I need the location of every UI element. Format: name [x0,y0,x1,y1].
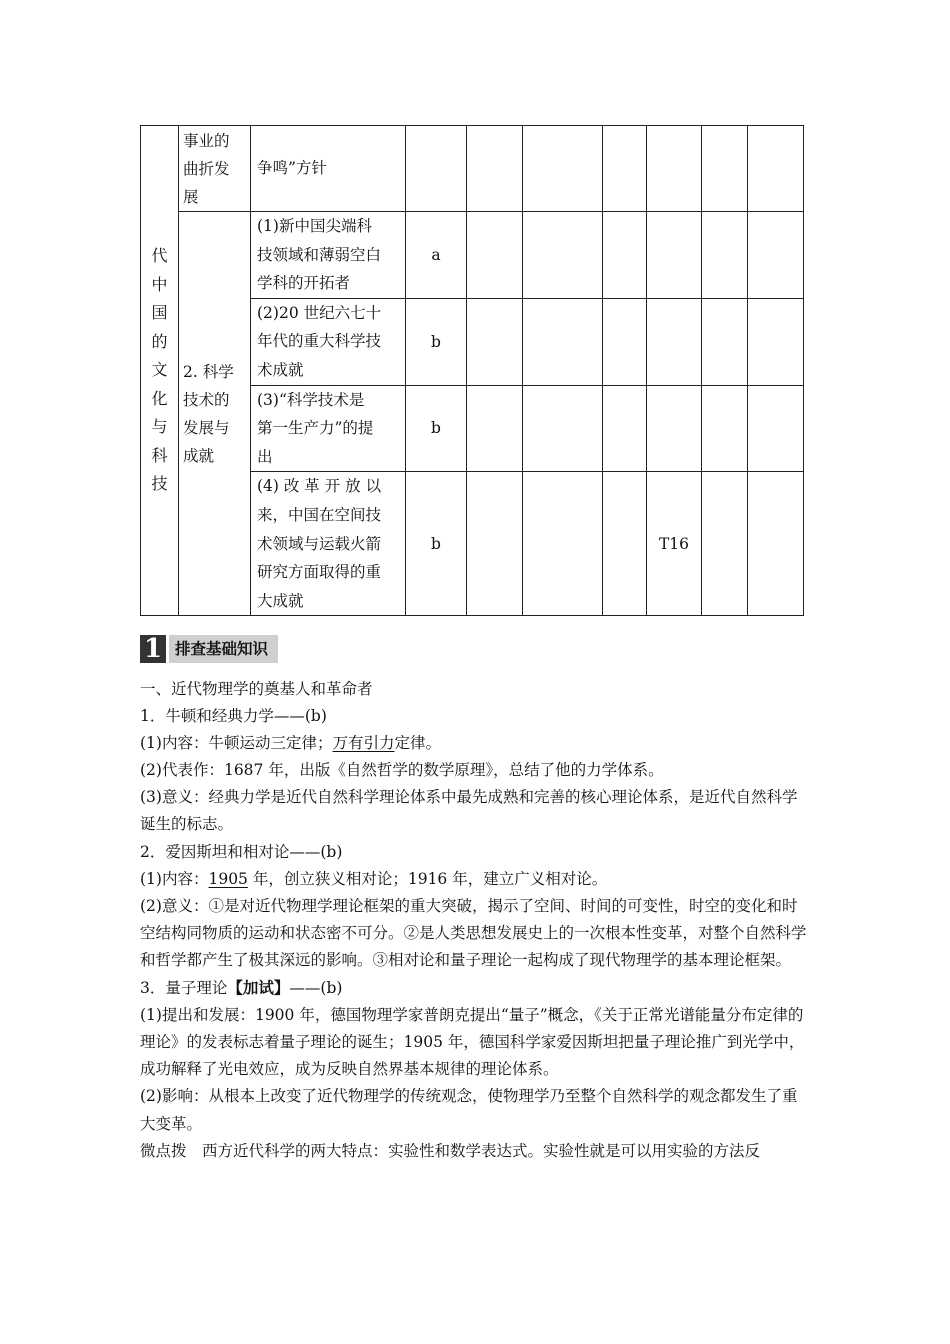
table-row [141,212,804,299]
requirement-level: a [406,212,467,299]
subtopic-cell: 事业的 曲折发 展 [179,126,251,212]
blank-answer: 万有引力 [332,734,395,753]
topic-vertical-cell: 代 中 国 的 文 化 与 科 技 [141,126,179,616]
knowledge-content [140,676,812,1165]
requirement-level: b [406,385,467,472]
exam-question-mark: T16 [647,472,702,616]
paragraph: (2)代表作：1687 年，出版《自然哲学的数学原理》，总结了他的力学体系。 [140,761,664,780]
paragraph: (1)内容：1905 年，创立狭义相对论；1916 年，建立广义相对论。 [140,869,608,888]
knowledge-point-cell: (3)“科学技术是 第一生产力”的提 出 [251,385,406,472]
exam-outline-table [140,125,804,616]
requirement-level: b [406,298,467,385]
section-title: 排查基础知识 [169,635,278,663]
tip-paragraph: 微点拨 西方近代科学的两大特点：实验性和数学表达式。实验性就是可以用实验的方法反 [140,1141,761,1160]
knowledge-point-cell: 争鸣”方针 [251,126,406,212]
paragraph: (2)意义：①是对近代物理学理论框架的重大突破，揭示了空间、时间的可变性，时空的变化和时空结构同物质的运动和状态密不可分。②是人类思想发展史上的一次根本性变革，对整个自然科学和哲学都产生了极其深远的影响。③相对论和量子理论一起构成了现代物理学的基本理论框架。 [140,896,807,969]
section-number: 1 [140,635,166,663]
table-row [141,126,804,212]
advanced-tag: 【加试】 [227,978,290,998]
blank-answer: 1905 [208,869,248,888]
paragraph: (1)内容：牛顿运动三定律；万有引力定律。 [140,734,441,753]
subheading: 1．牛顿和经典力学——(b) [140,707,327,726]
knowledge-point-cell: (1)新中国尖端科 技领域和薄弱空白 学科的开拓者 [251,212,406,299]
knowledge-point-cell: (4) 改 革 开 放 以 来，中国在空间技 术领域与运载火箭 研究方面取得的重 大成就 [251,472,406,616]
section-header [140,635,278,663]
subtopic-cell: 2. 科学 技术的 发展与 成就 [179,212,251,616]
requirement-level: b [406,472,467,616]
subheading: 2．爱因斯坦和相对论——(b) [140,842,343,861]
subheading: 3．量子理论【加试】——(b) [140,978,343,998]
paragraph: (2)影响：从根本上改变了近代物理学的传统观念，使物理学乃至整个自然科学的观念都发生了重大变革。 [140,1087,798,1133]
paragraph: (3)意义：经典力学是近代自然科学理论体系中最先成熟和完善的核心理论体系，是近代自然科学诞生的标志。 [140,788,798,834]
paragraph: (1)提出和发展：1900 年，德国物理学家普朗克提出“量子”概念，《关于正常光谱能量分布定律的理论》的发表标志着量子理论的诞生；1905 年，德国科学家爱因斯坦把量子理论推广到光学中，成功解释了光电效应，成为反映自然界基本规律的理论体系。 [140,1006,805,1079]
knowledge-point-cell: (2)20 世纪六七十 年代的重大科学技 术成就 [251,298,406,385]
heading: 一、近代物理学的奠基人和革命者 [140,680,373,698]
